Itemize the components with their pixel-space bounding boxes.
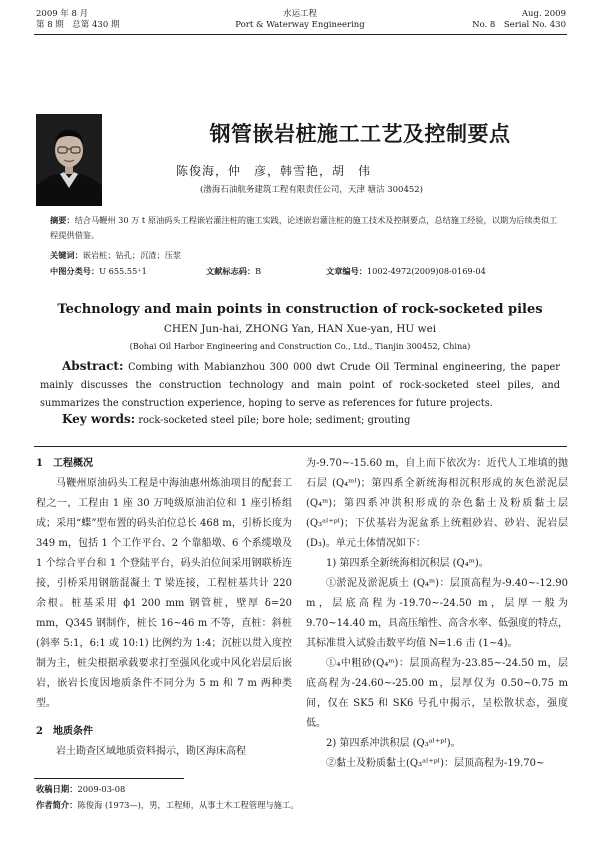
authors-cn: 陈俊海，仲 彦，韩雪艳，胡 伟 [176,164,372,178]
journal-issue-right [472,9,566,31]
authors-en: CHEN Jun-hai, ZHONG Yan, HAN Xue-yan, HU wei [163,323,437,335]
art-value: 1002-4972(2009)08-0169-04 [366,266,486,276]
article-title-cn: 钢管嵌岩桩施工工艺及控制要点 [209,121,511,146]
article-number [326,266,486,277]
affiliation-cn: (渤海石油航务建筑工程有限责任公司，天津 塘沽 300452) [200,185,423,195]
keywords-en [40,412,560,426]
doc-label: 文献标志码： [206,266,256,276]
author-photo [36,114,102,206]
abstract-cn-label: 摘要： [50,215,75,225]
geology-continued: 为-9.70~-15.60 m，自上而下依次为：近代人工堆填的抛石层 (Q₄ᵐˡ)；第四系全新统海相沉积形成的灰色淤泥层 (Q₄ᵐ)；第四系冲洪积形成的杂色黏土及粉质黏土层 (Q₃ᵃˡ⁺ᵖˡ)；下伏基岩为泥盆系上统粗砂岩、砂岩、泥岩层 (D₃)。单元土体情况如下： [306,458,568,549]
body-left-column [36,454,292,762]
author-portrait-graphic [36,114,102,206]
keywords-cn [50,248,560,263]
clc-value: U 655.55⁺1 [99,266,147,276]
keywords-en-label: Key words: [62,412,136,426]
article-title-en: Technology and main points in construction of rock-socketed piles [57,302,543,317]
abstract-cn-text: 结合马鞭州 30 万 t 原油码头工程嵌岩灌注桩的施工实践，论述嵌岩灌注桩的施工技术及控制要点，总结施工经验，以期为后续类似工程提供借鉴。 [50,215,558,240]
received-label: 收稿日期： [36,784,78,794]
geology-layer-1-sand: ①₄中粗砂(Q₄ᵐ)：层顶高程为-23.85~-24.50 m，层底高程为-24.60~-25.00 m，层厚仅为 0.50~0.75 m 间，仅在 SK5 和 SK6 号孔中揭示，呈松散状态，强度低。 [306,658,568,729]
abstract-en-label: Abstract: [62,359,124,373]
header-rule [34,34,567,35]
journal-issue-en: No. 8 Serial No. 430 [472,20,566,30]
author-bio-label: 作者简介： [36,800,78,810]
keywords-cn-label: 关键词： [50,250,83,260]
received-value: 2009-03-08 [77,784,126,794]
abstract-cn [50,213,560,243]
abstract-rule [34,446,567,447]
journal-date-cn: 2009 年 8 月 [36,9,89,19]
received-date [36,782,566,797]
geology-layer-1: 1) 第四系全新统海相沉积层 (Q₄ᵐ)。 [326,558,489,569]
abstract-en [40,357,560,413]
affiliation-en: (Bohai Oil Harbor Engineering and Construction Co., Ltd., Tianjin 300452, China) [129,341,471,351]
keywords-en-text: rock-socketed steel pile; bore hole; sediment; grouting [138,415,411,426]
art-label: 文章编号： [326,266,367,276]
geology-layer-2-clay: ②黏土及粉质黏土(Q₃ᵃˡ⁺ᵖˡ)：层顶高程为-19.70~ [326,758,545,769]
document-code [206,266,261,277]
geology-layer-1-silt: ①淤泥及淤泥质土 (Q₄ᵐ)：层顶高程为-9.40~-12.90 m，层底高程为-19.70~-24.50 m，层厚一般为 9.70~14.40 m，具高压缩性、高含水率、低强度的特点，其标准贯入试验击数平均值 N=1.6 击 (1~4)。 [306,578,568,649]
doc-value: B [255,266,262,276]
section-1-paragraph: 马鞭州原油码头工程是中海油惠州炼油项目的配套工程之一，工程由 1 座 30 万吨级原油泊位和 1 座引桥组成；采用“蝶”型布置的码头泊位总长 468 m，引桥长度为 349 m，包括 1 个工作平台、2 个靠船墩、6 个系缆墩及 1 个综合平台和 1 个登陆平台，码头泊位间采用钢联桥连接，引桥采用钢筋混凝土 T 梁连接，工程桩基共计 220 余根。桩基采用 ϕ1 200 mm 钢管桩，壁厚 δ=20 mm，Q345 钢制作，桩长 16~46 m 不等，直桩：斜桩(斜率 5:1，6:1 或 10:1) 比例约为 1:4；沉桩以贯入度控制为主，桩尖根据承载要求打至强风化或中风化岩层后嵌岩，嵌岩长度因地质条件不同分为 5 m 和 7 m 两种类型。 [36,478,292,709]
clc-label: 中图分类号： [50,266,100,276]
section-1-title: 1 工程概况 [36,458,93,469]
keywords-cn-text: 嵌岩桩；钻孔；沉渣；压浆 [82,250,182,260]
journal-name-cn: 水运工程 [282,9,317,19]
footnote-rule [34,778,184,779]
journal-date-en: Aug. 2009 [521,9,566,19]
author-bio-value: 陈俊海 (1973—)，男，工程师，从事土木工程管理与施工。 [77,800,299,810]
section-2-title: 2 地质条件 [36,726,93,737]
clc-number [50,266,147,277]
abstract-en-text: Combing with Mabianzhou 300 000 dwt Crude Oil Terminal engineering, the paper mainly discusses the construction technology and main point of rock-socketed steel piles, and summarizes the construction experience, hoping to serve as references for future projects. [40,362,560,409]
body-right-column [306,454,568,774]
geology-layer-2: 2) 第四系冲洪积层 (Q₃ᵃˡ⁺ᵖˡ)。 [326,738,461,749]
section-2-paragraph: 岩土勘查区域地质资料揭示，勘区海床高程 [56,746,246,757]
author-bio [36,798,566,813]
journal-name-en: Port & Waterway Engineering [235,20,365,30]
journal-issue-cn: 第 8 期 总第 430 期 [36,20,120,30]
